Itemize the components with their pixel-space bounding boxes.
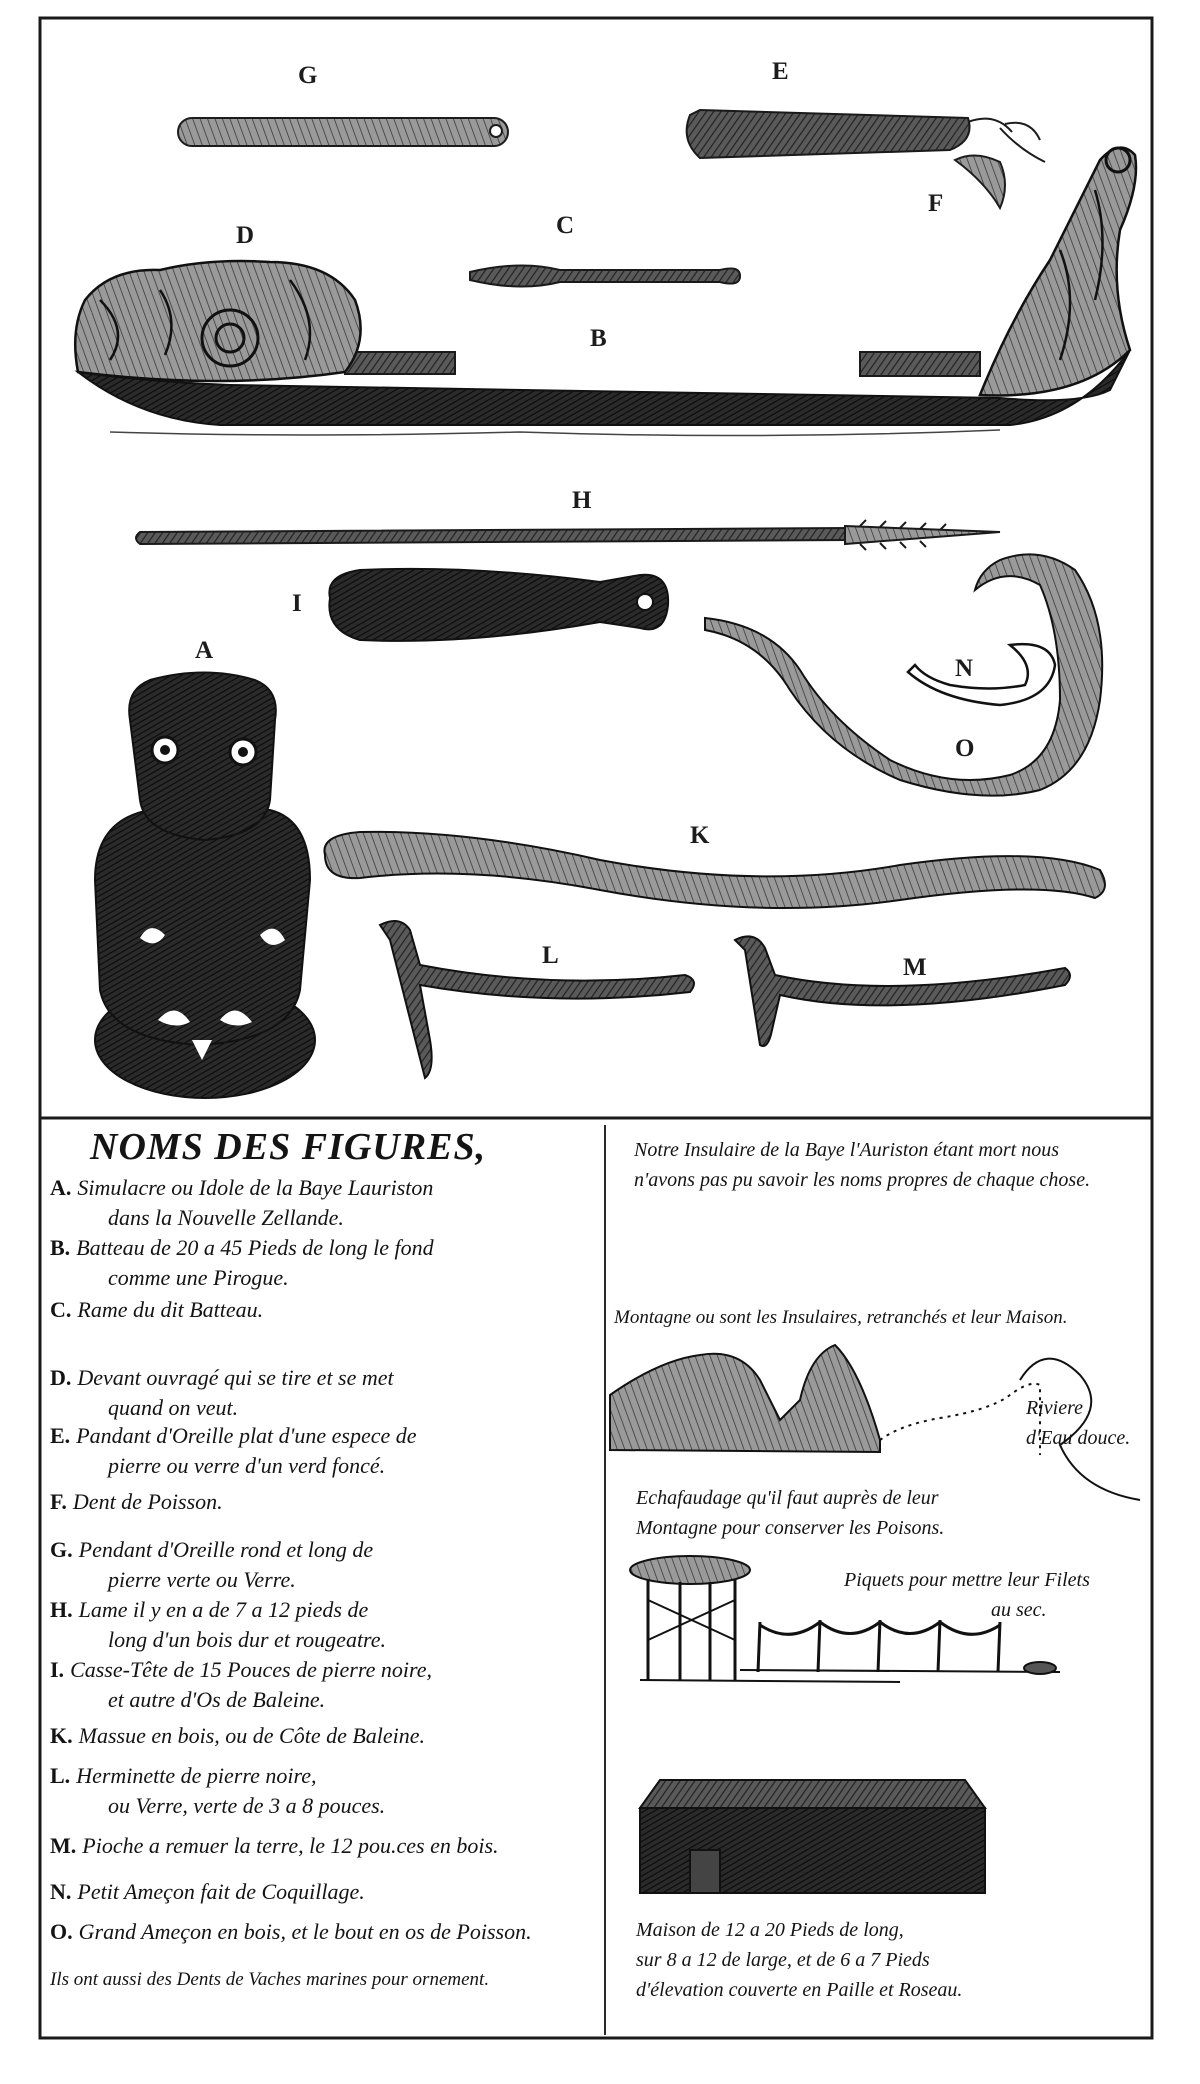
legend-entry-key: E.	[50, 1423, 71, 1448]
legend-entry-key: A.	[50, 1175, 72, 1200]
legend-entry-text: Herminette de pierre noire,	[76, 1763, 317, 1788]
label-f: F	[928, 190, 945, 217]
legend-entry	[50, 1831, 598, 1861]
legend-entry	[50, 1421, 598, 1481]
figure-a-idol	[95, 673, 315, 1099]
legend-entry-text: Dent de Poisson.	[72, 1489, 223, 1514]
legend-entry-key: B.	[50, 1235, 71, 1260]
legend-footnote: Ils ont aussi des Dents de Vaches marines pour ornement.	[50, 1969, 490, 1990]
label-n: N	[955, 655, 975, 682]
figure-f-tooth	[955, 155, 1005, 208]
note-stakes-line-2: au sec.	[991, 1599, 1047, 1621]
legend-entry	[50, 1721, 598, 1751]
label-h: H	[572, 487, 593, 514]
legend-entry	[50, 1295, 598, 1325]
legend-entry-continuation: pierre ou verre d'un verd foncé.	[108, 1453, 386, 1478]
legend-entry-key: O.	[50, 1919, 73, 1944]
note-intro-line-1: Notre Insulaire de la Baye l'Auriston étant mort nous	[634, 1139, 1059, 1161]
legend-entry-text: Batteau de 20 a 45 Pieds de long le fond	[76, 1235, 434, 1260]
label-e: E	[772, 58, 790, 85]
legend-entry	[50, 1173, 598, 1233]
figure-n-hook	[908, 644, 1055, 705]
note-river-line-2: d'Eau douce.	[1026, 1427, 1131, 1449]
legend-entry-text: Rame du dit Batteau.	[77, 1297, 264, 1322]
figure-e-pendant	[687, 110, 970, 158]
legend-notes	[604, 1125, 1152, 2035]
legend-entry	[50, 1233, 598, 1293]
label-k: K	[690, 822, 711, 849]
legend-entry-key: N.	[50, 1879, 72, 1904]
label-l: L	[542, 942, 560, 969]
legend-entry-key: I.	[50, 1657, 65, 1682]
figure-l-adze	[380, 921, 694, 1078]
figure-c-paddle	[470, 265, 740, 286]
legend-entry-continuation: et autre d'Os de Baleine.	[108, 1687, 326, 1712]
legend-entry	[50, 1761, 598, 1821]
legend-entry-text: Petit Ameçon fait de Coquillage.	[77, 1879, 365, 1904]
note-house-line-2: sur 8 a 12 de large, et de 6 a 7 Pieds	[636, 1949, 930, 1971]
legend-entry-text: Pendant d'Oreille rond et long de	[78, 1537, 374, 1562]
figure-h-spear	[136, 528, 850, 544]
legend-title: NOMS DES FIGURES,	[90, 1126, 487, 1168]
label-g: G	[298, 62, 319, 89]
label-m: M	[903, 954, 928, 981]
legend-entry	[50, 1363, 598, 1423]
label-b: B	[590, 325, 608, 352]
legend-entry	[50, 1595, 598, 1655]
note-scaffold-line-1: Echafaudage qu'il faut auprès de leur	[636, 1487, 939, 1509]
note-house-line-3: d'élevation couverte en Paille et Roseau.	[636, 1979, 963, 2001]
figure-i-club	[329, 569, 668, 641]
note-intro-line-2: n'avons pas pu savoir les noms propres de chaque chose.	[634, 1169, 1091, 1191]
legend-entry-continuation: ou Verre, verte de 3 a 8 pouces.	[108, 1793, 386, 1818]
figure-k-club	[324, 832, 1105, 908]
legend-entry	[50, 1877, 598, 1907]
label-o: O	[955, 735, 976, 762]
legend-entry-text: Casse-Tête de 15 Pouces de pierre noire,	[70, 1657, 432, 1682]
label-a: A	[195, 637, 215, 664]
legend-entry-key: K.	[50, 1723, 73, 1748]
legend-entry	[50, 1917, 598, 1947]
legend-entry-continuation: quand on veut.	[108, 1395, 239, 1420]
note-stakes-line-1: Piquets pour mettre leur Filets	[844, 1569, 1090, 1591]
legend-entry-text: Lame il y en a de 7 a 12 pieds de	[78, 1597, 369, 1622]
legend-entry-continuation: pierre verte ou Verre.	[108, 1567, 296, 1592]
legend-entry-key: C.	[50, 1297, 72, 1322]
legend-entry-text: Grand Ameçon en bois, et le bout en os de Poisson.	[78, 1919, 532, 1944]
legend-entry	[50, 1487, 598, 1517]
legend-entry-text: Massue en bois, ou de Côte de Baleine.	[78, 1723, 426, 1748]
label-i: I	[292, 590, 303, 617]
label-c: C	[556, 212, 576, 239]
legend-entry	[50, 1655, 598, 1715]
legend-entry-text: Simulacre ou Idole de la Baye Lauriston	[77, 1175, 434, 1200]
legend-entry-continuation: comme une Pirogue.	[108, 1265, 289, 1290]
legend-entry	[50, 1535, 598, 1595]
legend-entry-key: L.	[50, 1763, 71, 1788]
legend-entry-text: Pioche a remuer la terre, le 12 pou.ces en bois.	[82, 1833, 499, 1858]
legend-entry-key: D.	[50, 1365, 72, 1390]
legend-entry-continuation: dans la Nouvelle Zellande.	[108, 1205, 344, 1230]
legend-entry-text: Devant ouvragé qui se tire et se met	[77, 1365, 394, 1390]
legend-entry-continuation: long d'un bois dur et rougeatre.	[108, 1627, 387, 1652]
legend-list	[42, 1125, 602, 2035]
legend-entry-key: H.	[50, 1597, 73, 1622]
legend-entry-key: M.	[50, 1833, 77, 1858]
legend-entry-key: F.	[50, 1489, 67, 1514]
note-river-line-1: Riviere	[1026, 1397, 1084, 1419]
figure-m-digger	[735, 936, 1070, 1046]
figure-g-pendant	[178, 118, 508, 146]
note-mountain: Montagne ou sont les Insulaires, retranchés et leur Maison.	[614, 1307, 1068, 1328]
legend-entry-key: G.	[50, 1537, 73, 1562]
note-scaffold-line-2: Montagne pour conserver les Poisons.	[636, 1517, 945, 1539]
note-house-line-1: Maison de 12 a 20 Pieds de long,	[636, 1919, 904, 1941]
label-d: D	[236, 222, 256, 249]
legend-entry-text: Pandant d'Oreille plat d'une espece de	[76, 1423, 417, 1448]
